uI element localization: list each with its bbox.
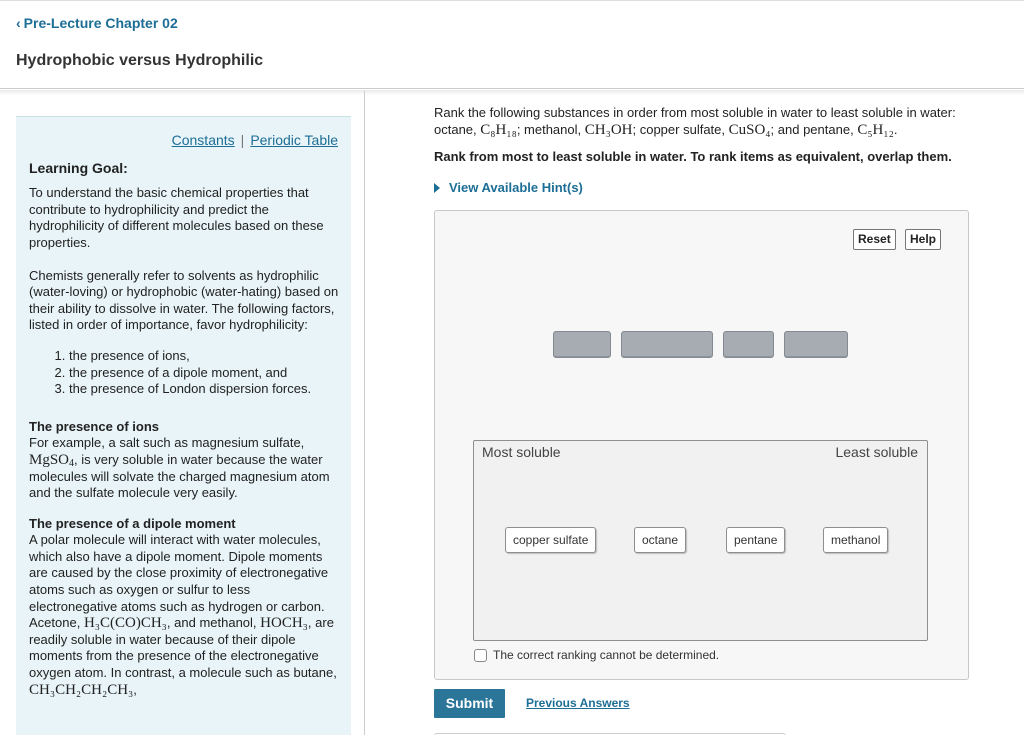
mgso4-formula	[29, 452, 74, 468]
octane-formula: C₈H₁₈	[480, 121, 517, 138]
acetone-formula: H₃C(CO)CH₃	[83, 615, 167, 632]
ranking-instruction: Rank from most to least soluble in water. To rank items as equivalent, overlap them.	[434, 149, 952, 164]
dipole-title: The presence of a dipole moment	[29, 515, 236, 531]
reset-button[interactable]: Reset	[853, 229, 896, 250]
prompt-part: ; copper sulfate,	[632, 121, 725, 137]
question-prompt	[434, 105, 994, 138]
pentane-formula: C₅H₁₂	[857, 121, 894, 138]
submit-button[interactable]: Submit	[434, 689, 505, 718]
help-button[interactable]: Help	[905, 229, 941, 250]
empty-item-slot	[784, 331, 848, 358]
butane-formula: CH₃CH₂CH₂CH₃	[29, 681, 134, 698]
learning-goal-panel	[16, 117, 351, 735]
page-header	[0, 1, 1024, 89]
link-separator: |	[240, 132, 245, 148]
back-link-label: Pre-Lecture Chapter 02	[23, 15, 178, 31]
hints-toggle[interactable]	[434, 180, 583, 195]
cannot-determine-checkbox[interactable]	[474, 649, 487, 662]
rank-item-octane[interactable]: octane	[634, 527, 686, 553]
methanol-formula: CH₃OH	[584, 121, 633, 138]
prompt-part: .	[893, 121, 898, 137]
page-title: Hydrophobic versus Hydrophilic	[16, 52, 264, 69]
constants-link[interactable]: Constants	[171, 132, 235, 148]
chevron-left-icon: ‹	[16, 15, 21, 31]
formula-sub: 4	[69, 457, 75, 469]
prompt-part: ; and pentane,	[770, 121, 854, 137]
dipole-text-part: , are readily soluble in water because of their dipole moments from the presence of the electronegative oxygen atom. In contrast, a molecule such as butane,	[29, 615, 337, 681]
empty-item-slot	[553, 331, 611, 358]
resource-links	[29, 132, 338, 149]
factor-list	[69, 348, 339, 398]
ranking-widget	[434, 210, 969, 680]
goal-title: Learning Goal:	[29, 159, 128, 176]
dipole-text-part: A polar molecule will interact with water molecules, which also have a dipole moment. Dipole moments are caused by the close proximity of electronegative atoms such as oxygen or sulfur to less electronegative atoms such as hydrogen or carbon. Acetone,	[29, 532, 329, 631]
cannot-determine-option[interactable]	[474, 648, 719, 662]
least-soluble-label: Least soluble	[835, 444, 918, 460]
rank-item-pentane[interactable]: pentane	[726, 527, 785, 553]
most-soluble-label: Most soluble	[482, 444, 561, 460]
factor-item: 2. the presence of a dipole moment, and	[69, 365, 339, 382]
cannot-determine-label: The correct ranking cannot be determined.	[493, 648, 720, 662]
intro-text: Chemists generally refer to solvents as hydrophilic (water-loving) or hydrophobic (water-hating) based on their ability to dissolve in water. The following factors, listed in order of importance, favor hydrophilicity:	[29, 267, 339, 333]
dipole-text-part: ,	[133, 681, 137, 697]
prompt-part: Rank the following substances in order from most soluble in water to least soluble in water: octane,	[434, 105, 956, 137]
back-link[interactable]	[16, 15, 178, 31]
factor-item: 1. the presence of ions,	[69, 348, 339, 365]
ions-text-part: For example, a salt such as magnesium sulfate,	[29, 435, 305, 451]
empty-item-slot	[621, 331, 713, 358]
empty-item-slot	[723, 331, 774, 358]
copper-sulfate-formula: CuSO₄	[728, 121, 771, 138]
ions-text-part: , is very soluble in water because the water molecules will solvate the charged magnesium atom and the sulfate molecule very easily.	[29, 451, 330, 501]
rank-item-copper-sulfate[interactable]: copper sulfate	[505, 527, 596, 553]
formula-main: MgSO	[29, 451, 70, 468]
rank-item-methanol[interactable]: methanol	[823, 527, 888, 553]
ions-title: The presence of ions	[29, 418, 160, 434]
triangle-right-icon	[434, 183, 440, 193]
periodic-table-link[interactable]: Periodic Table	[250, 132, 338, 148]
prompt-part: ; methanol,	[516, 121, 582, 137]
dipole-text	[29, 532, 339, 698]
ions-text	[29, 435, 339, 501]
goal-text: To understand the basic chemical properties that contribute to hydrophilicity and predict the hydrophilicity of different molecules based on these properties.	[29, 185, 324, 250]
methanol-formula: HOCH₃	[260, 615, 308, 632]
header-shadow	[0, 90, 1024, 95]
factor-item: 3. the presence of London dispersion forces.	[69, 381, 339, 398]
column-divider	[364, 91, 365, 735]
previous-answers-link[interactable]: Previous Answers	[526, 696, 630, 710]
dipole-text-part: , and methanol,	[166, 615, 257, 631]
hints-label: View Available Hint(s)	[449, 180, 583, 195]
ranking-drop-zone[interactable]	[473, 440, 928, 641]
